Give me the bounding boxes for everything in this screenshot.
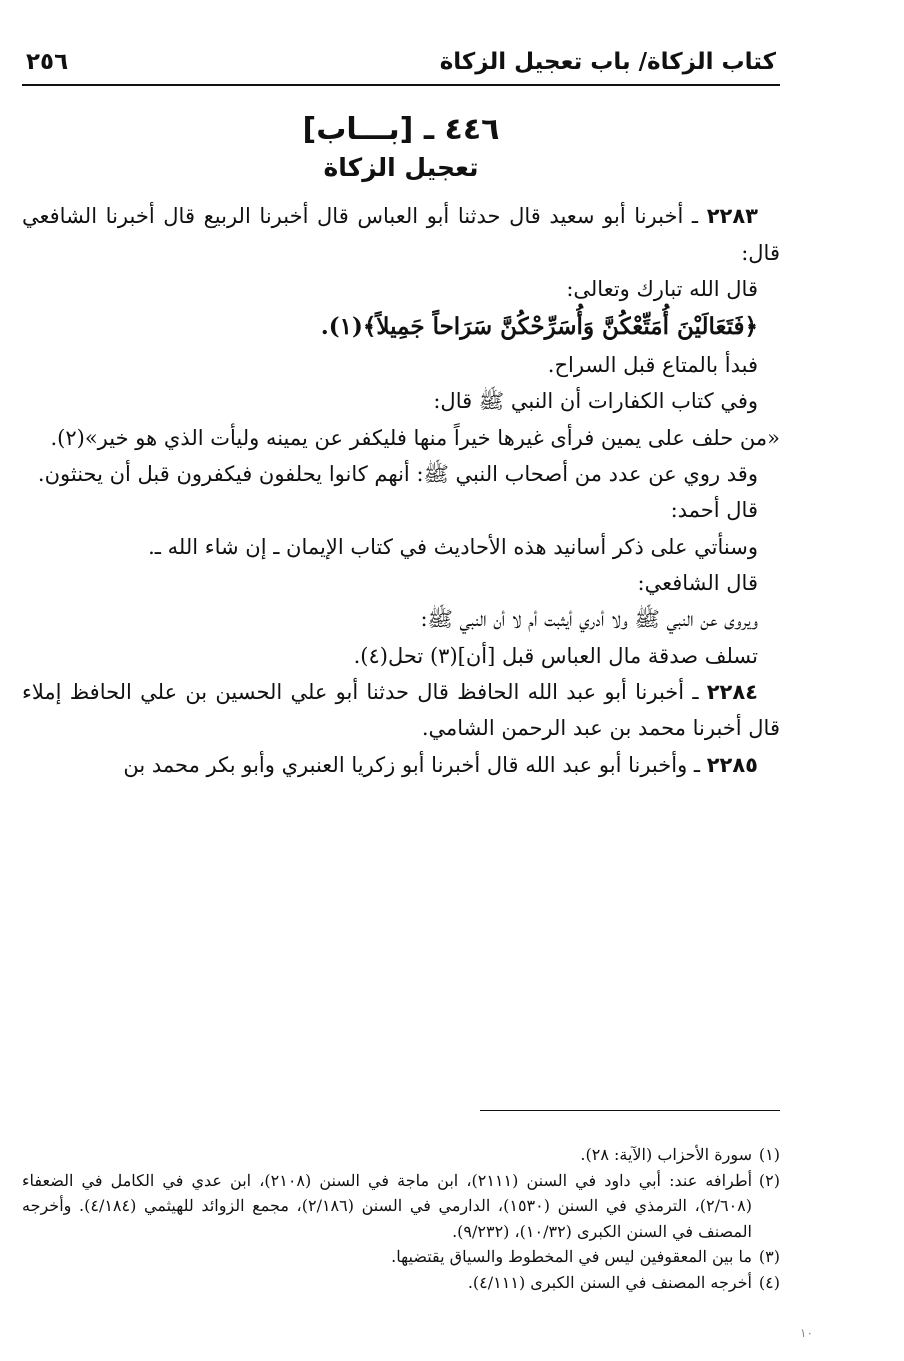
page-number: ٢٥٦ (26, 49, 69, 75)
paragraph: ويروى عن النبي ﷺ ولا أدري أيثبت أم لا أن النبي ﷺ: (420, 607, 758, 632)
hadith-2283 (22, 198, 780, 271)
hadith-number: ٢٢٨٤ (706, 679, 758, 704)
corner-mark: ١٠ (800, 1326, 813, 1340)
hadith-text: ـ وأخبرنا أبو عبد الله قال أخبرنا أبو زكريا العنبري وأبو بكر محمد بن (123, 752, 707, 777)
footnote-2 (22, 1168, 780, 1245)
paragraph: قال الله تبارك وتعالى: (566, 276, 758, 301)
paragraph: وقد روي عن عدد من أصحاب النبي ﷺ: أنهم كانوا يحلفون فيكفرون قبل أن يحنثون. (37, 462, 758, 486)
page-header (22, 40, 780, 86)
chapter-heading (22, 110, 780, 184)
footnote-1 (22, 1142, 780, 1168)
paragraph: قال الشافعي: (637, 570, 758, 595)
hadith-text: ـ أخبرنا أبو عبد الله الحافظ قال حدثنا أبو علي الحسين بن علي الحافظ إملاء قال أخبرنا محمد بن عبد الرحمن الشامي. (22, 679, 780, 741)
hadith-2284 (22, 674, 780, 747)
footnote-text: أطرافه عند: أبي داود في السنن (٢١١١)، ابن ماجة في السنن (٢١٠٨)، ابن عدي في الكامل في الضعفاء (٢/٦٠٨)، الترمذي في السنن (١٥٣٠)، الدارمي في السنن (٢/١٨٦)، مجمع الزوائد للهيثمي (٤/١٨٤). وأخرجه المصنف في السنن الكبرى (١٠/٣٢)، (٩/٢٣٢). (22, 1170, 753, 1241)
paragraph: قال أحمد: (670, 498, 758, 523)
footnote-number: (٣) (758, 1247, 780, 1267)
footnote-text: ما بين المعقوفين ليس في المخطوط والسياق يقتضيها. (391, 1247, 752, 1267)
hadith-text: ـ أخبرنا أبو سعيد قال حدثنا أبو العباس قال أخبرنا الربيع قال أخبرنا الشافعي قال: (22, 204, 780, 265)
paragraph: تسلف صدقة مال العباس قبل [أن](٣) تحل(٤). (353, 643, 758, 668)
running-title: كتاب الزكاة/ باب تعجيل الزكاة (439, 49, 776, 75)
chapter-title: تعجيل الزكاة (323, 152, 479, 182)
footnote-3 (22, 1244, 780, 1270)
footnote-number: (٢) (758, 1170, 780, 1190)
chapter-number: ٤٤٦ ـ [بـــاب] (302, 112, 500, 147)
book-page (22, 40, 780, 1340)
footnote-number: (٤) (758, 1272, 780, 1292)
hadith-2285 (22, 747, 780, 783)
quran-verse: ﴿فَتَعَالَيْنَ أُمَتِّعْكُنَّ وَأُسَرِّحْكُنَّ سَرَاحاً جَمِيلاً﴾(١). (320, 313, 758, 341)
footnote-number: (١) (758, 1145, 780, 1164)
hadith-number: ٢٢٨٥ (706, 752, 758, 777)
footnotes (22, 1142, 780, 1296)
footnote-divider (480, 1110, 780, 1117)
paragraph: وسنأتي على ذكر أسانيد هذه الأحاديث في كتاب الإيمان ـ إن شاء الله ـ. (148, 534, 758, 559)
main-text (22, 198, 780, 783)
paragraph: وفي كتاب الكفارات أن النبي ﷺ قال: (433, 389, 758, 414)
footnote-text: سورة الأحزاب (الآية: ٢٨). (580, 1145, 752, 1164)
hadith-quote: «من حلف على يمين فرأى غيرها خيراً منها فليكفر عن يمينه وليأت الذي هو خير»(٢). (50, 425, 780, 450)
footnote-4 (22, 1270, 780, 1296)
footnote-text: أخرجه المصنف في السنن الكبرى (٤/١١١). (467, 1272, 752, 1292)
hadith-number: ٢٢٨٣ (706, 204, 758, 229)
paragraph: فبدأ بالمتاع قبل السراح. (547, 353, 758, 378)
